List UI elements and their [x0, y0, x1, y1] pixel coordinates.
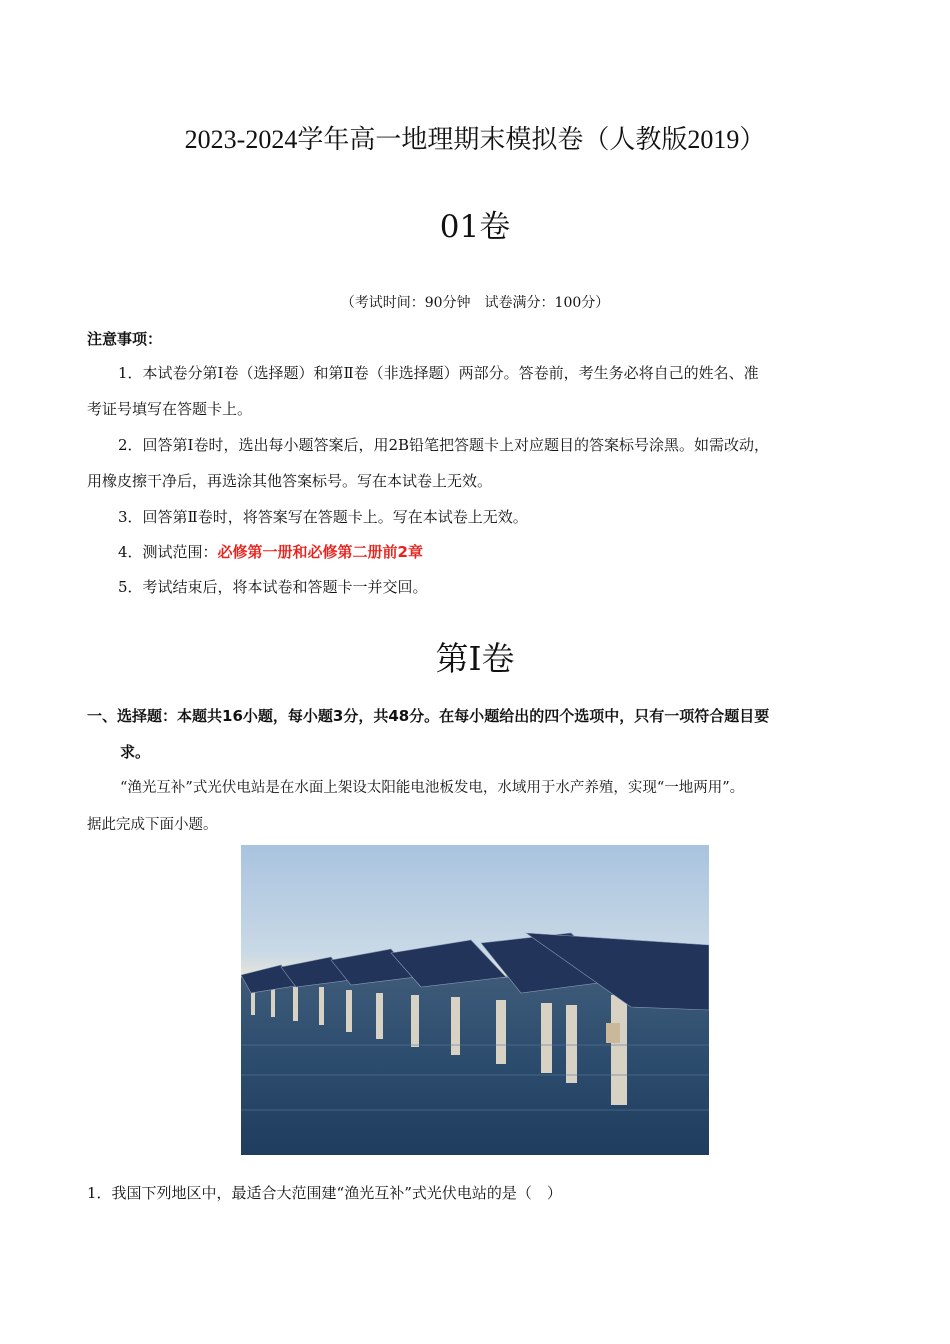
junction-box — [606, 1023, 620, 1043]
note-3: 3．回答第Ⅱ卷时，将答案写在答题卡上。写在本试卷上无效。 — [118, 508, 528, 526]
part-title: 第Ⅰ卷 — [435, 639, 515, 678]
note-2-line1: 2．回答第Ⅰ卷时，选出每小题答案后，用2B铅笔把答题卡上对应题目的答案标号涂黑。如需改动， — [118, 436, 770, 454]
section-instructions-line2: 求。 — [120, 743, 151, 761]
passage-line2: 据此完成下面小题。 — [87, 817, 218, 833]
note-1-line2: 考证号填写在答题卡上。 — [87, 400, 253, 418]
note-5: 5．考试结束后，将本试卷和答题卡一并交回。 — [118, 578, 428, 596]
note-1-line1: 1．本试卷分第Ⅰ卷（选择题）和第Ⅱ卷（非选择题）两部分。答卷前，考生务必将自己的姓名、准 — [118, 364, 759, 382]
note-2-line2: 用橡皮擦干净后，再选涂其他答案标号。写在本试卷上无效。 — [87, 472, 493, 490]
volume-label: 01卷 — [439, 209, 511, 245]
document-title: 2023-2024学年高一地理期末模拟卷（人教版2019） — [184, 125, 766, 154]
passage-line1: “渔光互补”式光伏电站是在水面上架设太阳能电池板发电，水域用于水产养殖，实现“一地两用”。 — [120, 780, 745, 796]
question-1: 1．我国下列地区中，最适合大范围建“渔光互补”式光伏电站的是（ ） — [87, 1184, 562, 1202]
note-4 — [118, 542, 423, 562]
exam-info: （考试时间：90分钟 试卷满分：100分） — [340, 295, 610, 311]
note-4-prefix: 4．测试范围： — [118, 543, 218, 561]
solar-farm-photo — [241, 845, 709, 1155]
section-instructions-line1: 一、选择题：本题共16小题，每小题3分，共48分。在每小题给出的四个选项中，只有一项符合题目要 — [87, 707, 770, 725]
solar-panels-illustration — [241, 845, 709, 1155]
notes-heading: 注意事项： — [87, 330, 163, 348]
test-scope-highlight: 必修第一册和必修第二册前2章 — [217, 543, 423, 561]
